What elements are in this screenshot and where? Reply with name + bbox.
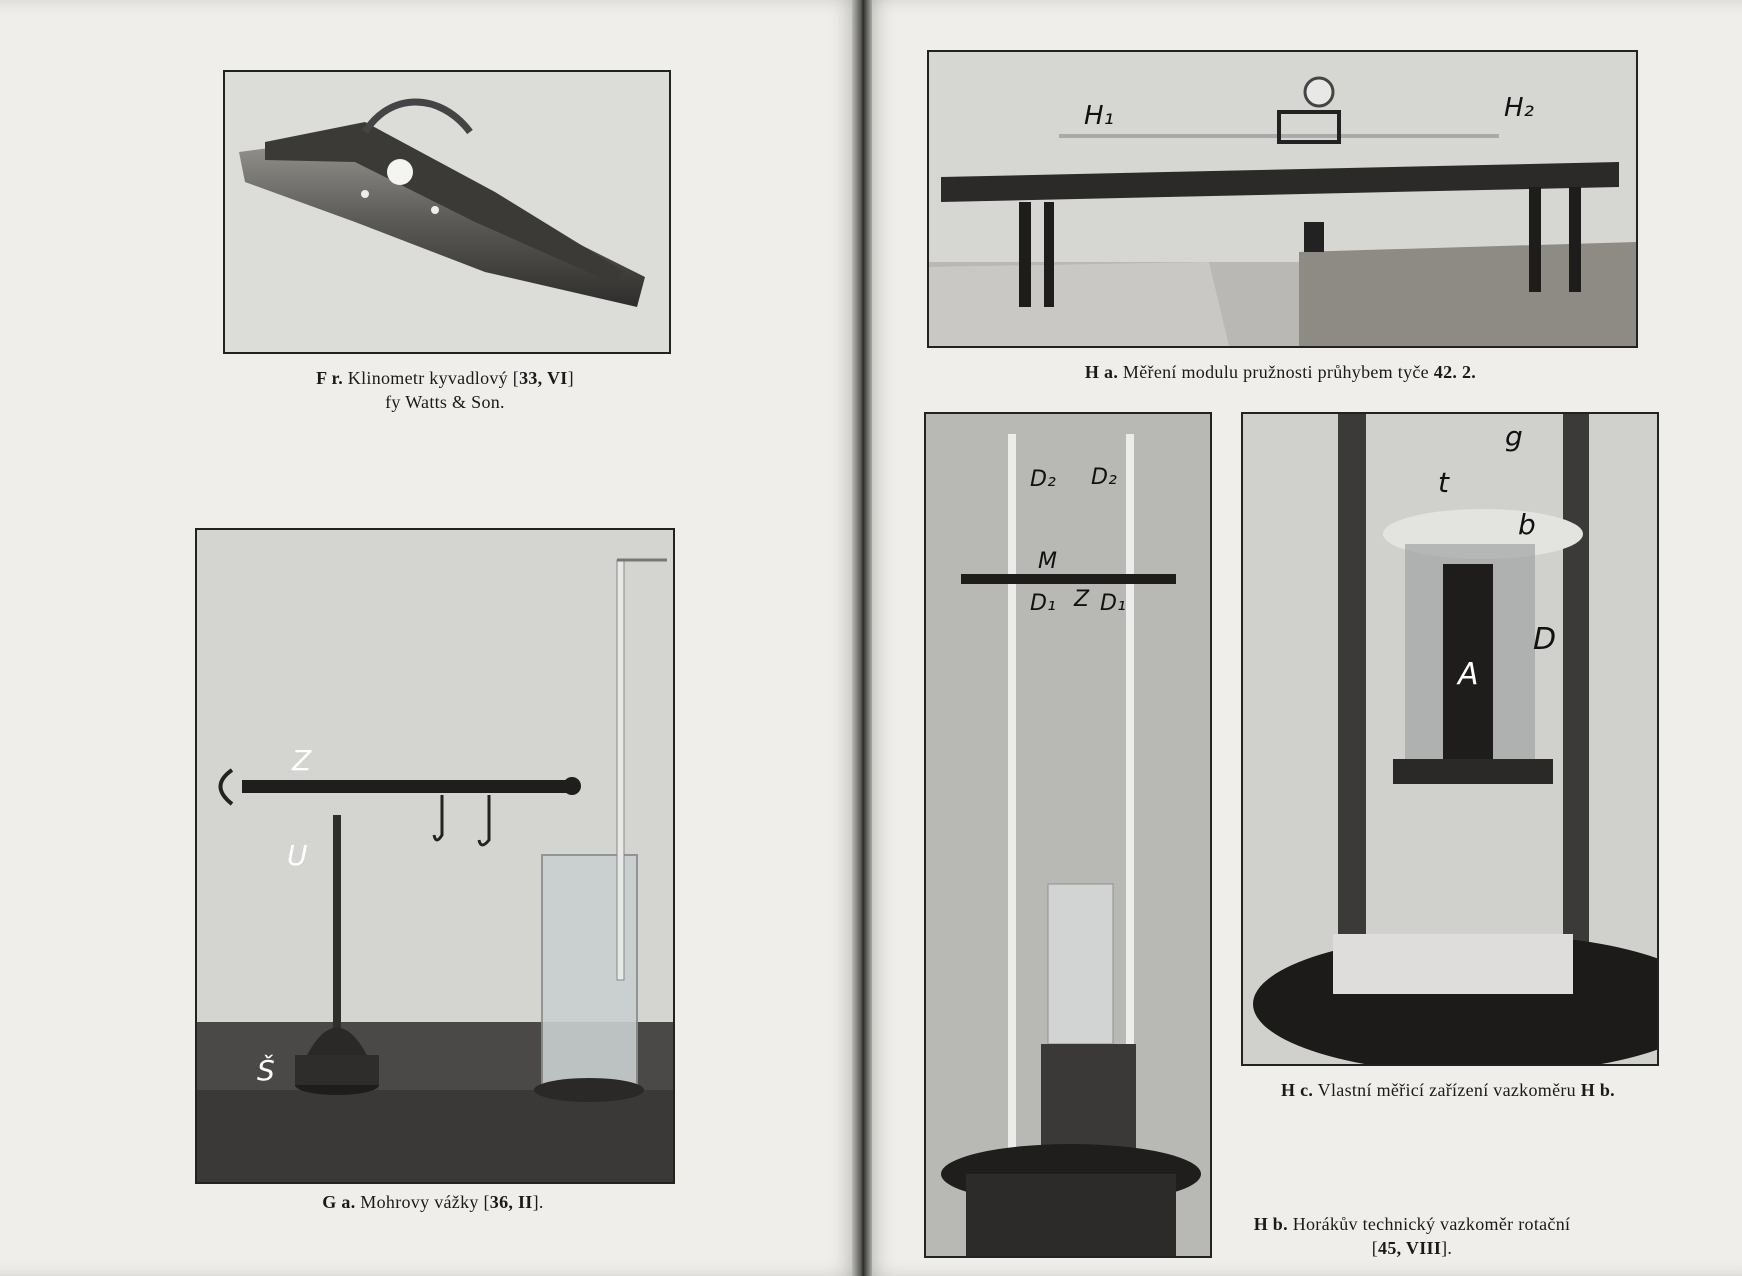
label-u: U bbox=[287, 839, 308, 872]
caption-text: Horákův technický vazkoměr rotační bbox=[1287, 1214, 1571, 1234]
caption-end: ] bbox=[567, 368, 574, 388]
caption-open: [ bbox=[1371, 1238, 1379, 1258]
caption-hb bbox=[1222, 1212, 1602, 1260]
label-t: t bbox=[1438, 466, 1449, 499]
label-z: Z bbox=[1074, 587, 1090, 612]
book-gutter bbox=[852, 0, 872, 1276]
caption-hc bbox=[1241, 1078, 1655, 1102]
caption-text: Měření modulu pružnosti průhybem tyče bbox=[1118, 362, 1434, 382]
figure-id: F r. bbox=[316, 368, 343, 388]
label-m: M bbox=[1038, 549, 1057, 574]
photo-mohr-balance bbox=[195, 528, 675, 1184]
photo-klinometr bbox=[223, 70, 671, 354]
label-z: Z bbox=[292, 744, 312, 777]
reference: H b. bbox=[1580, 1080, 1615, 1100]
photo-viscometer bbox=[924, 412, 1212, 1258]
caption-text: Klinometr kyvadlový [ bbox=[343, 368, 520, 388]
caption-close: ]. bbox=[1441, 1238, 1453, 1258]
label-d2-left: D₂ bbox=[1030, 467, 1056, 492]
label-h1: H₁ bbox=[1084, 101, 1114, 131]
figure-id: H c. bbox=[1281, 1080, 1314, 1100]
label-s: Š bbox=[257, 1054, 275, 1087]
reference: 42. 2. bbox=[1433, 362, 1477, 382]
reference: 45, VIII bbox=[1378, 1238, 1442, 1258]
caption-line2: fy Watts & Son. bbox=[385, 392, 505, 412]
caption-text: Vlastní měřicí zařízení vazkoměru bbox=[1313, 1080, 1581, 1100]
photo-viscometer-detail bbox=[1241, 412, 1659, 1066]
caption-end: ]. bbox=[532, 1192, 544, 1212]
figure-id: H b. bbox=[1253, 1214, 1288, 1234]
figure-id: G a. bbox=[322, 1192, 356, 1212]
caption-fr bbox=[223, 366, 667, 414]
label-a: A bbox=[1458, 657, 1479, 692]
caption-ha bbox=[927, 360, 1634, 384]
label-d2-right: D₂ bbox=[1091, 465, 1117, 490]
label-d: D bbox=[1533, 622, 1557, 657]
photo-elasticity-beam bbox=[927, 50, 1638, 348]
reference: 33, VI bbox=[519, 368, 568, 388]
label-b: b bbox=[1518, 508, 1536, 541]
caption-ga bbox=[195, 1190, 671, 1214]
caption-text: Mohrovy vážky [ bbox=[355, 1192, 490, 1212]
label-d1-right: D₁ bbox=[1100, 591, 1126, 616]
figure-id: H a. bbox=[1084, 362, 1119, 382]
label-d1-left: D₁ bbox=[1030, 591, 1056, 616]
label-g: g bbox=[1505, 420, 1523, 453]
reference: 36, II bbox=[489, 1192, 533, 1212]
label-h2: H₂ bbox=[1504, 93, 1534, 123]
